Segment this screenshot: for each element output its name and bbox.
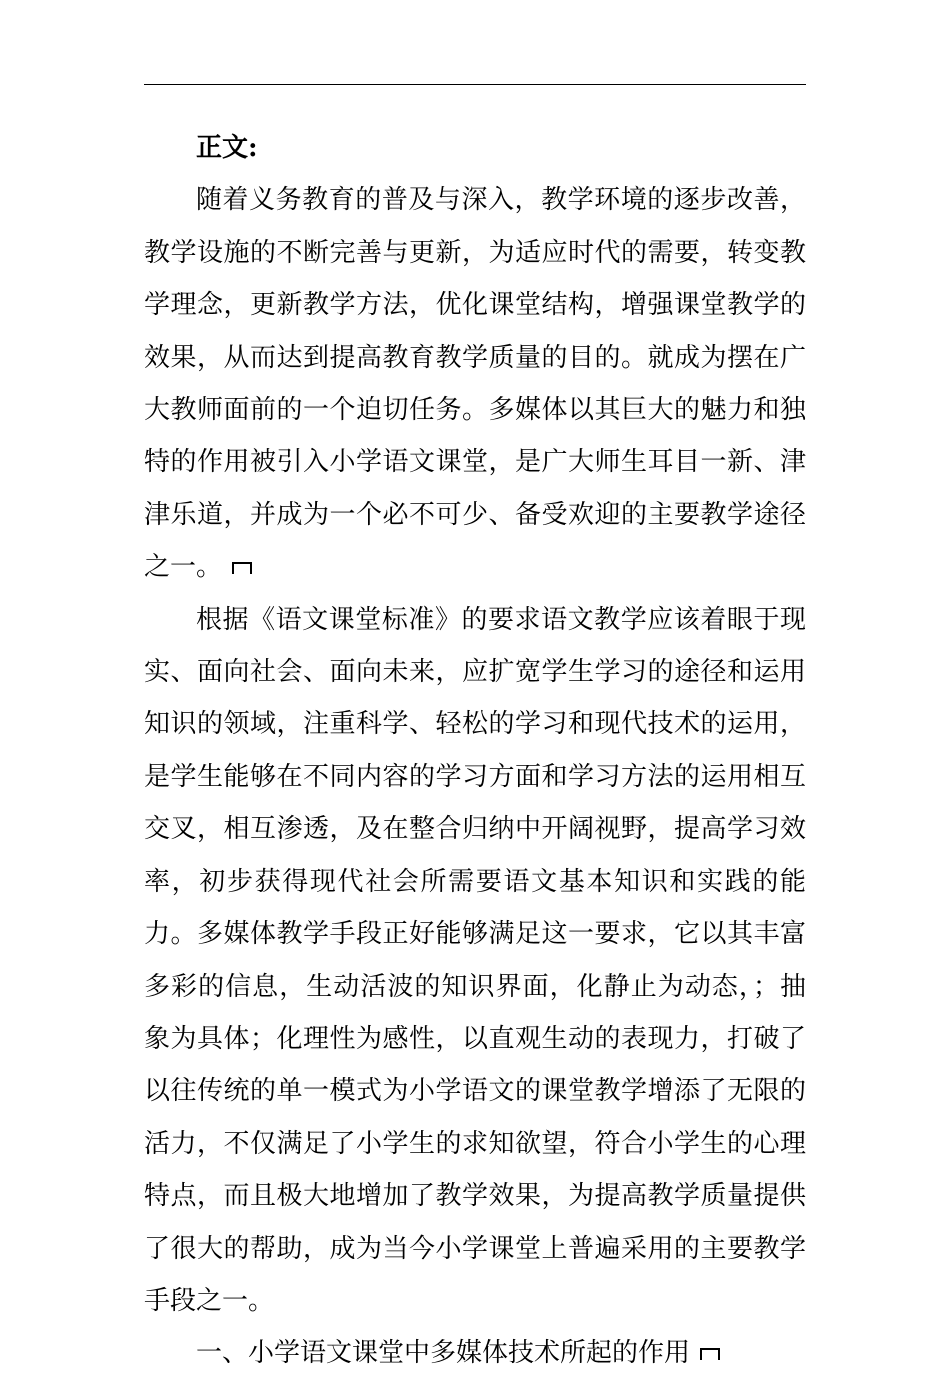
paragraph-standards bbox=[144, 594, 806, 1328]
paragraph-intro bbox=[144, 174, 806, 593]
section-heading: 正文: bbox=[196, 133, 258, 163]
section-title-text: 一、小学语文课堂中多媒体技术所起的作用 bbox=[196, 1338, 691, 1369]
section-title bbox=[144, 1327, 806, 1379]
bracket-mark-icon bbox=[232, 562, 252, 574]
paragraph-standards-text: 根据《语文课堂标准》的要求语文教学应该着眼于现实、面向社会、面向未来，应扩宽学生学习的途径和运用知识的领域，注重科学、轻松的学习和现代技术的运用，是学生能够在不同内容的学习方面和学习方法的运用相互交叉，相互渗透，及在整合归纳中开阔视野，提高学习效率，初步获得现代社会所需要语文基本知识和实践的能力。多媒体教学手段正好能够满足这一要求，它以其丰富多彩的信息，生动活波的知识界面，化静止为动态，；抽象为具体；化理性为感性，以直观生动的表现力，打破了以往传统的单一模式为小学语文的课堂教学增添了无限的活力，不仅满足了小学生的求知欲望，符合小学生的心理特点，而且极大地增加了教学效果，为提高教学质量提供了很大的帮助，成为当今小学课堂上普遍采用的主要教学手段之一。 bbox=[144, 604, 806, 1316]
document-body bbox=[144, 122, 806, 1380]
bracket-mark-icon bbox=[700, 1348, 720, 1360]
paragraph-intro-text: 随着义务教育的普及与深入，教学环境的逐步改善，教学设施的不断完善与更新，为适应时代的需要，转变教学理念，更新教学方法，优化课堂结构，增强课堂教学的效果，从而达到提高教育教学质量的目的。就成为摆在广大教师面前的一个迫切任务。多媒体以其巨大的魅力和独特的作用被引入小学语文课堂，是广大师生耳目一新、津津乐道，并成为一个必不可少、备受欢迎的主要教学途径之一。 bbox=[144, 185, 806, 583]
header-rule bbox=[144, 84, 806, 85]
